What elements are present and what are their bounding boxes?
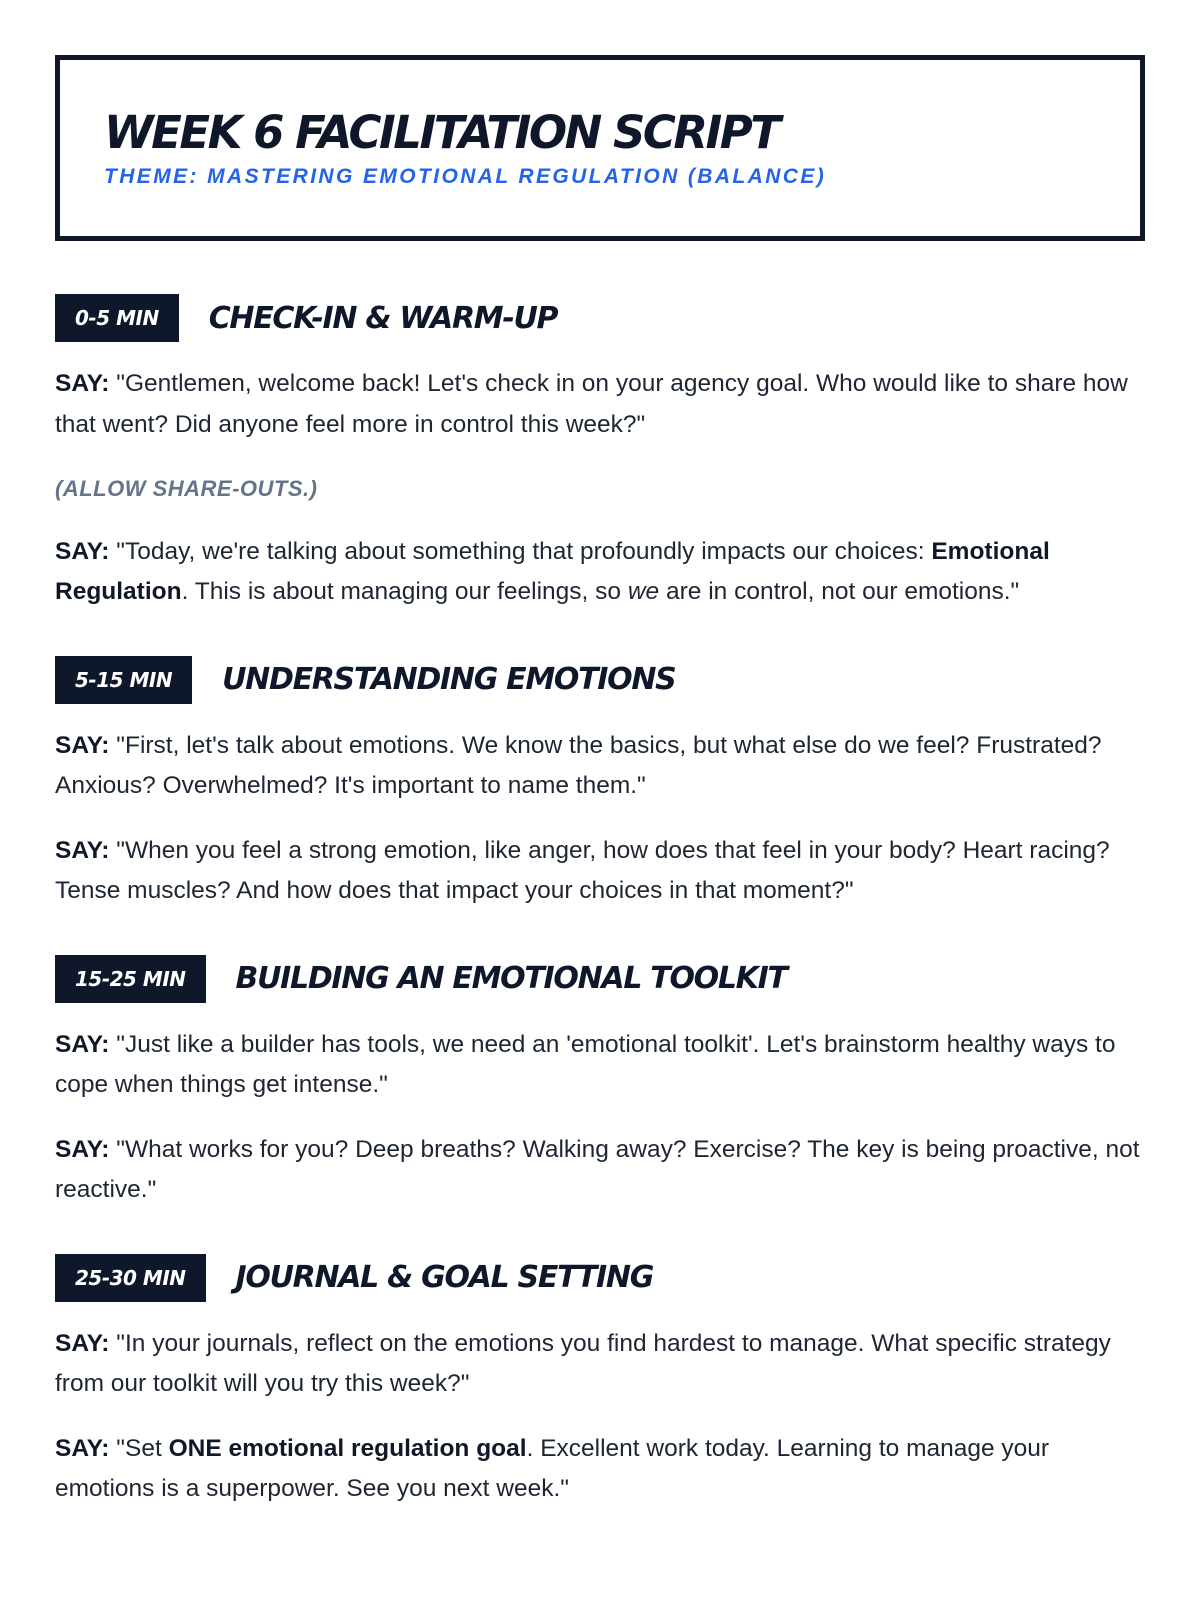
say-paragraph	[55, 1324, 1145, 1405]
say-text: "Today, we're talking about something that profoundly impacts our choices:	[116, 537, 932, 565]
header-box	[55, 55, 1145, 241]
say-text: . This is about managing our feelings, so	[181, 578, 628, 605]
say-paragraph	[55, 831, 1145, 912]
section-title: CHECK-IN & WARM-UP	[208, 300, 558, 336]
time-badge: 5-15 MIN	[55, 656, 192, 704]
section-title: UNDERSTANDING EMOTIONS	[222, 662, 676, 697]
say-paragraph	[55, 364, 1145, 445]
say-paragraph	[55, 1429, 1145, 1510]
say-text: "First, let's talk about emotions. We know the basics, but what else do we feel? Frustrated? Anxious? Overwhelmed? It's important to name them."	[55, 731, 1102, 799]
say-emphasis: Emotional Regulation	[55, 537, 1050, 605]
say-text: "Gentlemen, welcome back! Let's check in on your agency goal. Who would like to share how that went? Did anyone feel more in control this week?"	[55, 370, 1128, 438]
say-label: SAY:	[55, 1434, 110, 1462]
say-text: "Just like a builder has tools, we need an 'emotional toolkit'. Let's brainstorm healthy ways to cope when things get intense."	[55, 1030, 1116, 1098]
say-emphasis: ONE emotional regulation goal	[168, 1434, 527, 1462]
say-paragraph	[55, 726, 1145, 807]
say-italic: we	[627, 578, 660, 605]
page-title: WEEK 6 FACILITATION SCRIPT	[104, 106, 779, 159]
say-text: are in control, not our emotions."	[659, 578, 1020, 605]
section-header	[55, 955, 1145, 1003]
time-badge: 15-25 MIN	[55, 955, 206, 1003]
section-header	[55, 656, 1145, 704]
say-label: SAY:	[55, 1135, 110, 1163]
time-badge: 25-30 MIN	[55, 1254, 206, 1302]
say-label: SAY:	[55, 1329, 110, 1357]
say-label: SAY:	[55, 370, 110, 397]
page-subtitle: THEME: MASTERING EMOTIONAL REGULATION (BALANCE)	[104, 165, 827, 188]
say-paragraph	[55, 1130, 1145, 1211]
say-paragraph	[55, 1025, 1145, 1106]
section-check-in	[55, 294, 1145, 613]
say-text: "What works for you? Deep breaths? Walking away? Exercise? The key is being proactive, not reactive."	[55, 1135, 1140, 1203]
say-text: "In your journals, reflect on the emotions you find hardest to manage. What specific strategy from our toolkit will you try this week?"	[55, 1329, 1111, 1397]
section-journal-goal	[55, 1254, 1145, 1510]
stage-direction: (ALLOW SHARE-OUTS.)	[55, 476, 318, 501]
say-label: SAY:	[55, 1030, 110, 1058]
section-emotional-toolkit	[55, 955, 1145, 1211]
section-title: BUILDING AN EMOTIONAL TOOLKIT	[235, 961, 787, 996]
say-text: . Excellent work today. Learning to manage your emotions is a superpower. See you next week."	[55, 1434, 1050, 1502]
section-understanding-emotions	[55, 656, 1145, 912]
say-text: "When you feel a strong emotion, like anger, how does that feel in your body? Heart racing? Tense muscles? And how does that impact your choices in that moment?"	[55, 836, 1110, 904]
time-badge: 0-5 MIN	[55, 294, 179, 342]
section-header	[55, 1254, 1145, 1302]
section-title: JOURNAL & GOAL SETTING	[235, 1260, 654, 1295]
say-label: SAY:	[55, 731, 110, 759]
say-label: SAY:	[55, 537, 110, 565]
section-header	[55, 294, 1145, 342]
say-label: SAY:	[55, 836, 110, 864]
say-paragraph	[55, 532, 1145, 613]
say-text: "Set	[116, 1434, 169, 1462]
